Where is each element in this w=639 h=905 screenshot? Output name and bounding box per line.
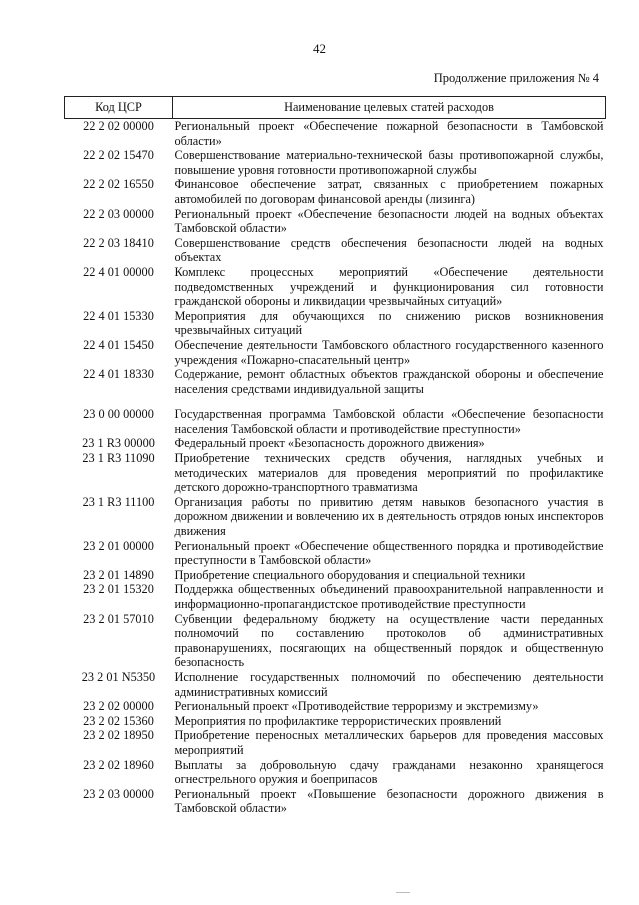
row-name: Региональный проект «Обеспечение безопасности людей на водных объектах Тамбовской области» [174,206,604,236]
table-row [65,670,606,699]
table-row [65,787,606,816]
row-name: Мероприятия по профилактике террористических проявлений [174,713,502,728]
row-code: 23 1 R3 00000 [82,436,155,451]
row-code: 23 2 01 15320 [83,582,154,597]
row-name: Государственная программа Тамбовской области «Обеспечение безопасности населения Тамбовской области и противодействие преступности» [174,407,604,436]
row-name: Содержание, ремонт областных объектов гражданской обороны и обеспечение населения средствами индивидуальной защиты [174,367,604,396]
annex-continuation-caption: Продолжение приложения № 4 [433,71,599,85]
target-expense-items-table [64,96,606,816]
row-name: Финансовое обеспечение затрат, связанных с приобретением пожарных автомобилей по договорам финансовой аренды (лизинга) [174,177,604,206]
row-code: 23 2 03 00000 [83,786,154,801]
row-code: 23 2 01 N5350 [81,669,156,684]
row-code: 22 4 01 15330 [83,308,154,323]
table-row [65,148,606,177]
table-row [65,495,606,539]
header-code: Код ЦСР [65,97,173,119]
table-row [65,367,606,396]
scan-artifact [396,886,410,893]
table-row [65,714,606,729]
table-row [65,612,606,670]
row-code: 22 2 02 00000 [83,119,154,133]
row-name: Совершенствование материально-технической базы противопожарной службы, повышение уровня готовности противопожарной службы [174,148,604,177]
table-row [65,568,606,583]
row-name: Региональный проект «Противодействие терроризму и экстремизму» [174,699,539,714]
table-row [65,582,606,611]
table-body [65,119,606,816]
table-row [65,207,606,236]
table-row [65,758,606,787]
table-row [65,309,606,338]
row-code: 22 4 01 00000 [83,264,154,279]
table-row [65,265,606,309]
table-row [65,119,606,149]
row-code: 22 4 01 18330 [83,367,154,382]
row-code: 23 2 02 18960 [83,757,154,772]
table-row [65,728,606,757]
table-row [65,338,606,367]
row-code: 23 2 02 18950 [83,728,154,743]
row-name: Совершенствование средств обеспечения безопасности людей на водных объектах [174,235,604,265]
row-code: 23 2 01 57010 [83,611,154,626]
row-code: 23 2 01 14890 [83,567,154,582]
row-code: 23 2 02 15360 [83,713,154,728]
row-name: Приобретение технических средств обучения, наглядных учебных и методических материалов для проведения мероприятий по профилактике детского дорожно-транспортного травматизма [174,451,604,495]
row-code: 22 2 02 15470 [83,148,154,163]
row-name: Мероприятия для обучающихся по снижению рисков возникновения чрезвычайных ситуаций [174,308,604,338]
row-name: Федеральный проект «Безопасность дорожного движения» [174,436,485,451]
row-code: 23 1 R3 11090 [82,451,155,466]
row-name: Приобретение переносных металлических барьеров для проведения массовых мероприятий [174,728,604,757]
row-code: 22 2 03 00000 [83,206,154,221]
row-code: 22 2 02 16550 [83,177,154,192]
row-name: Региональный проект «Повышение безопасности дорожного движения в Тамбовской области» [174,786,604,816]
header-name: Наименование целевых статей расходов [173,97,606,119]
row-code: 23 2 01 00000 [83,538,154,553]
table-header-row [65,97,606,119]
table-row [65,396,606,436]
row-name: Региональный проект «Обеспечение общественного порядка и противодействие преступности в Тамбовской области» [174,538,604,568]
row-code: 23 1 R3 11100 [82,494,155,509]
row-name: Поддержка общественных объединений правоохранительной направленности и информационно-пропагандистское противодействие преступности [174,582,604,611]
page-number: 42 [313,41,326,56]
row-name: Региональный проект «Обеспечение пожарной безопасности в Тамбовской области» [174,119,604,148]
row-name: Выплаты за добровольную сдачу гражданами незаконно хранящегося огнестрельного оружия и боеприпасов [174,757,604,787]
table-row [65,699,606,714]
row-code: 22 4 01 15450 [83,337,154,352]
row-code: 22 2 03 18410 [83,235,154,250]
row-name: Организация работы по привитию детям навыков безопасного участия в дорожном движении и вовлечению их в деятельность отрядов юных инспекторов движения [174,494,604,539]
row-code: 23 0 00 00000 [83,407,154,422]
table-row [65,539,606,568]
row-name: Исполнение государственных полномочий по обеспечению деятельности административных комиссий [174,669,604,699]
row-code: 23 2 02 00000 [83,699,154,714]
table-row [65,236,606,265]
row-name: Комплекс процессных мероприятий «Обеспечение деятельности подведомственных учреждений и функционирования сил готовности гражданской обороны и ликвидации чрезвычайных ситуаций» [174,264,604,309]
table-row [65,436,606,451]
table-row [65,451,606,495]
row-name: Обеспечение деятельности Тамбовского областного государственного казенного учреждения «Пожарно-спасательный центр» [174,337,604,367]
row-name: Субвенции федеральному бюджету на осуществление части переданных полномочий по составлению протоколов об административных правонарушениях, посягающих на общественный порядок и общественную безопасность [174,611,604,670]
row-name: Приобретение специального оборудования и специальной техники [174,567,526,582]
table-row [65,177,606,206]
